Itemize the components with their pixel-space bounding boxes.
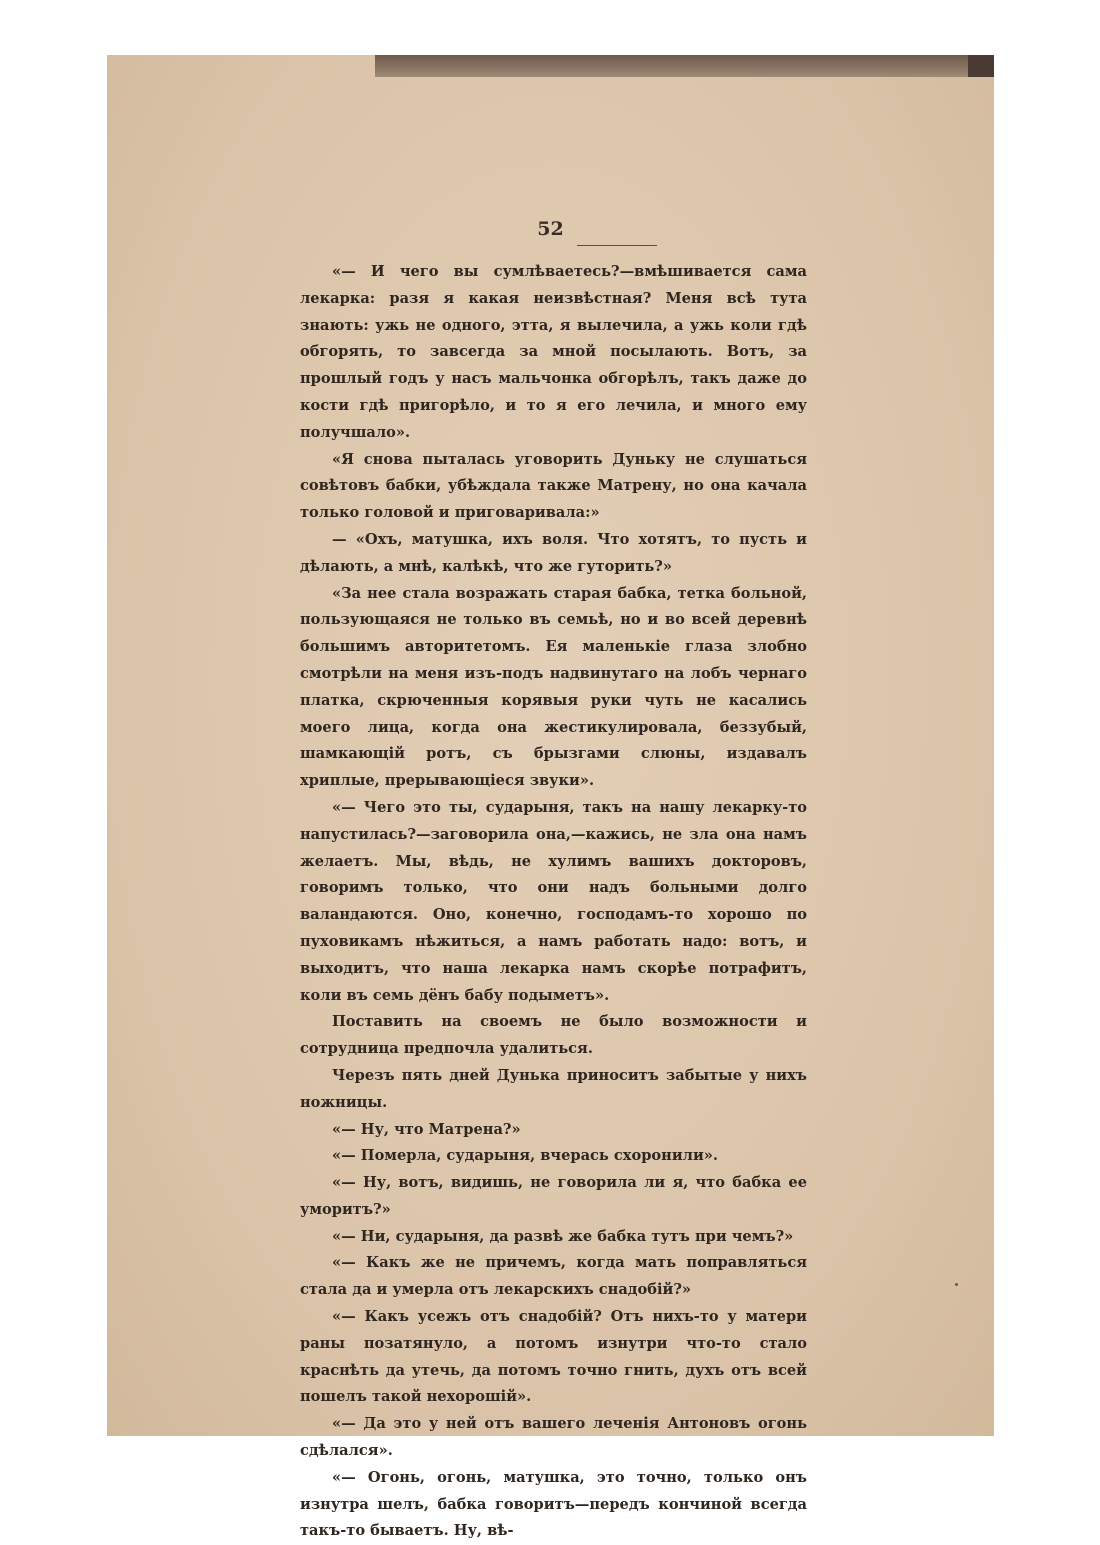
paragraph: «— Ни, сударыня, да развѣ же бабка тутъ при чемъ?» (332, 1227, 794, 1245)
paragraph: «Я снова пыталась уговорить Дуньку не слушаться совѣтовъ бабки, убѣждала также Матрену, но она качала только головой и приговаривала:» (300, 450, 807, 522)
paragraph: «— Да это у ней отъ вашего леченія Антоновъ огонь сдѣлался». (300, 1415, 807, 1460)
scanned-page (107, 55, 994, 1540)
paragraph: «— Какъ же не причемъ, когда мать поправляться стала да и умерла отъ лекарскихъ снадобій?» (300, 1254, 807, 1299)
page-number-rule (577, 245, 657, 246)
paragraph: Поставить на своемъ не было возможности и сотрудница предпочла удалиться. (300, 1013, 807, 1058)
paragraph: «— И чего вы сумлѣваетесь?—вмѣшивается сама лекарка: разя я какая неизвѣстная? Меня всѣ тута знають: ужь не одного, этта, я вылечила, а ужь коли гдѣ обгорять, то завсегда за мной посылають. Вотъ, за прошлый годъ у насъ мальчонка обгорѣлъ, такъ даже до кости гдѣ пригорѣло, и то я его лечила, и много ему получшало». (300, 263, 807, 441)
paragraph: «— Ну, что Матрена?» (332, 1120, 521, 1138)
paragraph: Черезъ пять дней Дунька приноситъ забытые у нихъ ножницы. (300, 1066, 807, 1111)
adjacent-page-edge (375, 55, 994, 77)
paragraph: «— Огонь, огонь, матушка, это точно, только онъ изнутра шелъ, бабка говоритъ—передъ кончиной всегда такъ-то бываетъ. Ну, вѣ- (300, 1468, 807, 1540)
paragraph: «— Чего это ты, сударыня, такъ на нашу лекарку-то напустилась?—заговорила она,—кажись, не зла она намъ желаетъ. Мы, вѣдь, не хулимъ вашихъ докторовъ, говоримъ только, что они надъ больными долго валандаются. Оно, конечно, господамъ-то хорошо по пуховикамъ нѣжиться, а намъ работать надо: вотъ, и выходитъ, что наша лекарка намъ скорѣе потрафитъ, коли въ семь дёнъ бабу подыметъ». (300, 798, 807, 1004)
paragraph: — «Охъ, матушка, ихъ воля. Что хотятъ, то пусть и дѣлають, а мнѣ, калѣкѣ, что же гуторить?» (300, 530, 807, 575)
page-number: 52 (537, 218, 564, 240)
paragraph: «— Какъ усежъ отъ снадобій? Отъ нихъ-то у матери раны позатянуло, а потомъ изнутри что-то стало краснѣть да утечь, да потомъ точно гнить, духъ отъ всей пошелъ такой нехорошій». (300, 1308, 807, 1406)
paragraph: «— Ну, вотъ, видишь, не говорила ли я, что бабка ее уморитъ?» (300, 1174, 807, 1218)
adjacent-page-edge-dark (968, 55, 994, 77)
body-text (300, 259, 807, 1545)
paragraph: «— Померла, сударыня, вчерась схоронили». (332, 1147, 718, 1165)
paragraph: «За нее стала возражать старая бабка, тетка больной, пользующаяся не только въ семьѣ, но и во всей деревнѣ большимъ авторитетомъ. Ея маленькіе глаза злобно смотрѣли на меня изъ-подъ надвинутаго на лобъ чернаго платка, скрюченныя корявыя руки чуть не касались моего лица, когда она жестикулировала, беззубый, шамкающій ротъ, съ брызгами слюны, издавалъ хриплые, прерывающіеся звуки». (300, 584, 807, 790)
paper-speck (955, 1283, 958, 1286)
